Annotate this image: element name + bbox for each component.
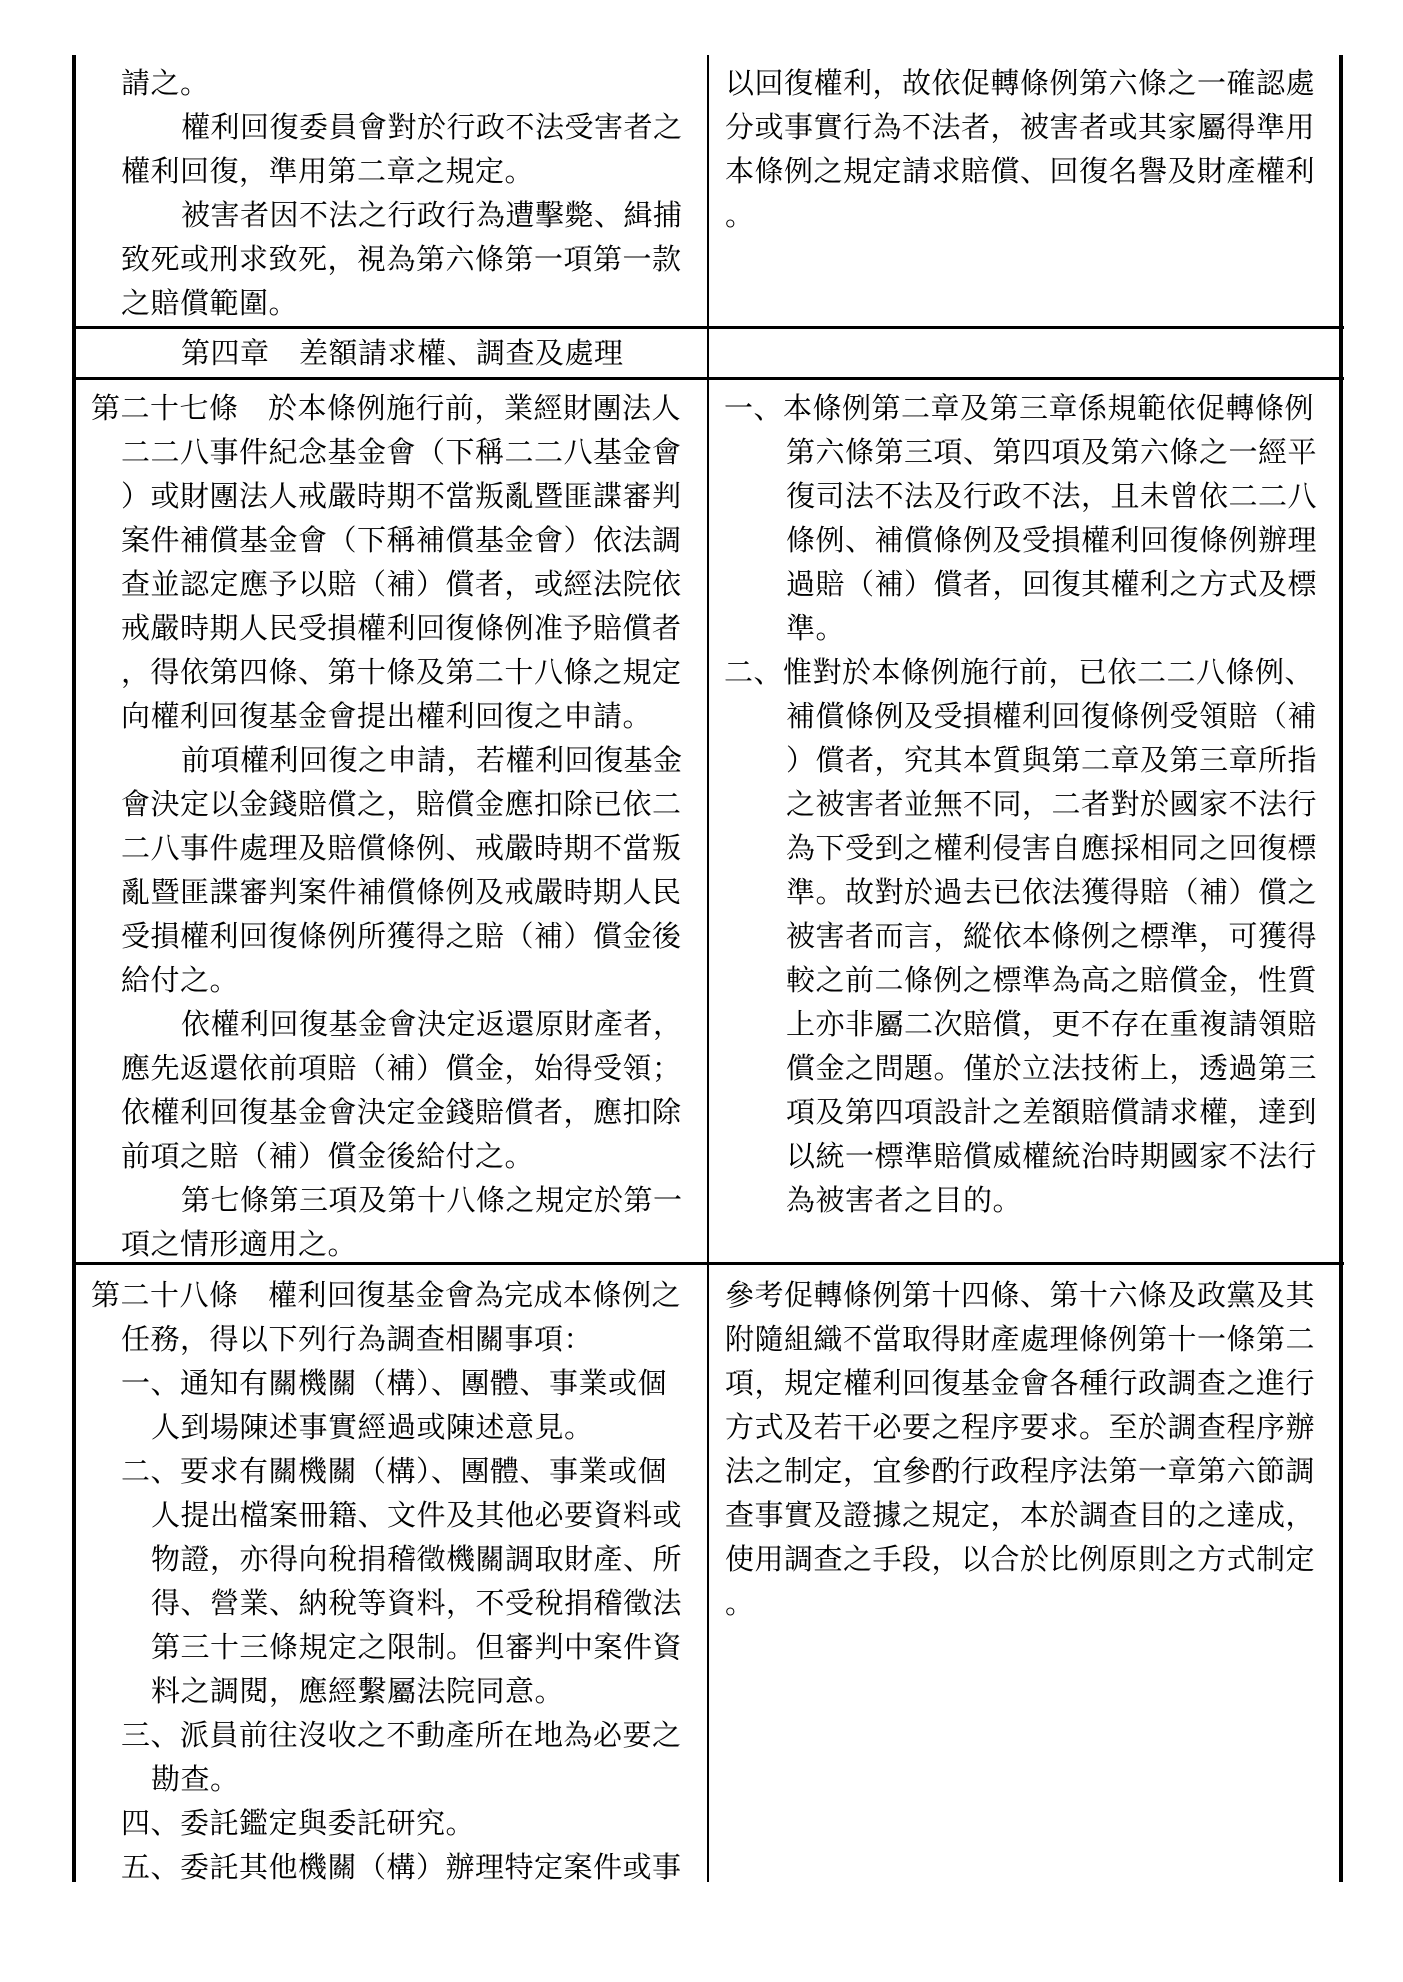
text-line: 物證，亦得向稅捐稽徵機關調取財產、所 [151,1542,683,1576]
text-line: 準。 [786,611,846,645]
text-line: 補償條例及受損權利回復條例受領賠（補 [786,699,1318,733]
text-line: 五、委託其他機關（構）辦理特定案件或事 [121,1850,682,1884]
text-line: 上亦非屬二次賠償，更不存在重複請領賠 [786,1007,1318,1041]
column-divider [707,55,709,1882]
text-line: 以統一標準賠償威權統治時期國家不法行 [786,1139,1318,1173]
text-line: 二、惟對於本條例施行前，已依二二八條例、 [724,655,1315,689]
text-line: 前項之賠（補）償金後給付之。 [121,1139,535,1173]
text-line: 二二八事件紀念基金會（下稱二二八基金會 [121,435,682,469]
text-line: 。 [725,198,755,232]
text-line: 較之前二條例之標準為高之賠償金，性質 [786,963,1318,997]
text-line: ）償者，究其本質與第二章及第三章所指 [786,743,1318,777]
text-line: ，得依第四條、第十條及第二十八條之規定 [121,655,682,689]
text-line: 第三十三條規定之限制。但審判中案件資 [151,1630,683,1664]
text-line: 戒嚴時期人民受損權利回復條例准予賠償者 [121,611,682,645]
text-line: ）或財團法人戒嚴時期不當叛亂暨匪諜審判 [121,479,682,513]
text-line: 二、要求有關機關（構）、團體、事業或個 [121,1454,668,1488]
text-line: 項之情形適用之。 [121,1227,358,1261]
text-line: 查並認定應予以賠（補）償者，或經法院依 [121,567,682,601]
text-line: 之賠償範圍。 [121,286,299,320]
chapter-heading: 第四章 差額請求權、調查及處理 [181,336,624,370]
text-line: 被害者而言，縱依本條例之標準，可獲得 [786,919,1318,953]
text-line: 任務，得以下列行為調查相關事項： [121,1322,594,1356]
article-heading-line: 第二十八條 權利回復基金會為完成本條例之 [91,1278,682,1312]
text-line: 依權利回復基金會決定返還原財產者， [181,1007,683,1041]
text-line: 準。故對於過去已依法獲得賠（補）償之 [786,875,1318,909]
article-heading-line: 第二十七條 於本條例施行前，業經財團法人 [91,391,682,425]
text-line: 三、派員前往沒收之不動產所在地為必要之 [121,1718,682,1752]
text-line: 。 [725,1586,755,1620]
row-divider [73,377,1344,380]
text-line: 為被害者之目的。 [786,1183,1023,1217]
text-line: 權利回復，準用第二章之規定。 [121,154,535,188]
table-left-border [72,55,76,1882]
text-line: 過賠（補）償者，回復其權利之方式及標 [786,567,1318,601]
text-line: 勘查。 [151,1762,240,1796]
text-line: 查事實及證據之規定，本於調查目的之達成， [725,1498,1316,1532]
table-right-border [1339,55,1343,1882]
text-line: 被害者因不法之行政行為遭擊斃、緝捕 [181,198,683,232]
text-line: 案件補償基金會（下稱補償基金會）依法調 [121,523,682,557]
text-line: 二八事件處理及賠償條例、戒嚴時期不當叛 [121,831,682,865]
text-line: 償金之問題。僅於立法技術上，透過第三 [786,1051,1318,1085]
text-line: 條例、補償條例及受損權利回復條例辦理 [786,523,1318,557]
text-line: 人提出檔案冊籍、文件及其他必要資料或 [151,1498,683,1532]
text-line: 本條例之規定請求賠償、回復名譽及財產權利 [725,154,1316,188]
text-line: 第七條第三項及第十八條之規定於第一 [181,1183,683,1217]
text-line: 之被害者並無不同，二者對於國家不法行 [786,787,1318,821]
text-line: 附隨組織不當取得財產處理條例第十一條第二 [725,1322,1316,1356]
text-line: 人到場陳述事實經過或陳述意見。 [151,1410,594,1444]
text-line: 以回復權利，故依促轉條例第六條之一確認處 [725,66,1316,100]
text-line: 復司法不法及行政不法，且未曾依二二八 [786,479,1318,513]
text-line: 會決定以金錢賠償之，賠償金應扣除已依二 [121,787,682,821]
text-line: 一、通知有關機關（構）、團體、事業或個 [121,1366,668,1400]
text-line: 四、委託鑑定與委託研究。 [121,1806,476,1840]
text-line: 受損權利回復條例所獲得之賠（補）償金後 [121,919,682,953]
text-line: 得、營業、納稅等資料，不受稅捐稽徵法 [151,1586,683,1620]
text-line: 項及第四項設計之差額賠償請求權，達到 [786,1095,1318,1129]
text-line: 法之制定，宜參酌行政程序法第一章第六節調 [725,1454,1316,1488]
text-line: 方式及若干必要之程序要求。至於調查程序辦 [725,1410,1316,1444]
text-line: 依權利回復基金會決定金錢賠償者，應扣除 [121,1095,682,1129]
row-divider [73,326,1344,329]
text-line: 使用調查之手段，以合於比例原則之方式制定 [725,1542,1316,1576]
text-line: 請之。 [121,66,210,100]
text-line: 給付之。 [121,963,240,997]
text-line: 第六條第三項、第四項及第六條之一經平 [786,435,1318,469]
text-line: 前項權利回復之申請，若權利回復基金 [181,743,683,777]
text-line: 為下受到之權利侵害自應採相同之回復標 [786,831,1318,865]
text-line: 致死或刑求致死，視為第六條第一項第一款 [121,242,682,276]
text-line: 分或事實行為不法者，被害者或其家屬得準用 [725,110,1316,144]
text-line: 一、本條例第二章及第三章係規範依促轉條例 [724,391,1315,425]
text-line: 向權利回復基金會提出權利回復之申請。 [121,699,653,733]
text-line: 參考促轉條例第十四條、第十六條及政黨及其 [725,1278,1316,1312]
text-line: 項，規定權利回復基金會各種行政調查之進行 [725,1366,1316,1400]
text-line: 亂暨匪諜審判案件補償條例及戒嚴時期人民 [121,875,682,909]
text-line: 料之調閱，應經繫屬法院同意。 [151,1674,565,1708]
text-line: 權利回復委員會對於行政不法受害者之 [181,110,683,144]
text-line: 應先返還依前項賠（補）償金，始得受領； [121,1051,682,1085]
